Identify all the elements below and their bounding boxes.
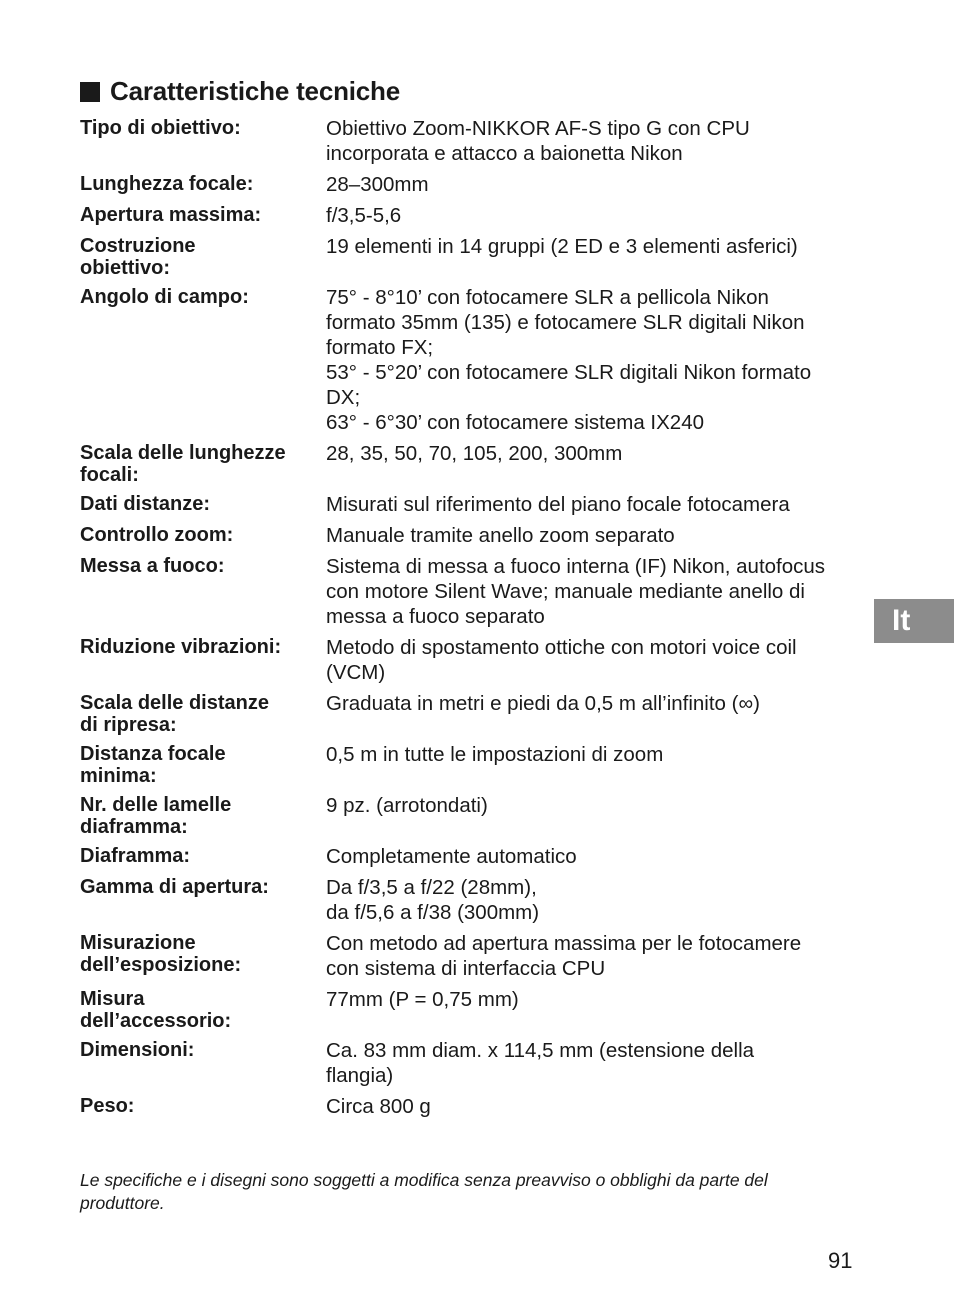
spec-value: Da f/3,5 a f/22 (28mm), da f/5,6 a f/38 (300mm) [326,876,540,924]
spec-row [80,691,860,736]
spec-label: Controllo zoom: [80,524,234,546]
spec-value: f/3,5-5,6 [326,204,402,227]
spec-label: Diaframma: [80,845,191,867]
spec-list [80,116,860,1125]
spec-row [80,554,860,629]
spec-value: Manuale tramite anello zoom separato [326,524,675,547]
spec-label: Misurazione dell’esposizione: [80,932,242,976]
spec-label: Scala delle lunghezze focali: [80,442,286,486]
spec-label: Tipo di obiettivo: [80,117,241,139]
spec-value: 19 elementi in 14 gruppi (2 ED e 3 elementi asferici) [326,235,798,258]
spec-row [80,492,860,517]
page-number: 91 [828,1248,853,1273]
spec-label: Scala delle distanze di ripresa: [80,692,269,736]
spec-row [80,844,860,869]
section-heading [80,76,400,107]
language-tab: It [874,599,954,643]
spec-value: Con metodo ad apertura massima per le fotocamere con sistema di interfaccia CPU [326,932,802,980]
spec-value: Misurati sul riferimento del piano focale fotocamera [326,493,790,516]
spec-label: Riduzione vibrazioni: [80,636,282,658]
spec-row [80,635,860,685]
spec-value: Completamente automatico [326,845,577,868]
spec-label: Nr. delle lamelle diaframma: [80,794,232,838]
spec-label: Gamma di apertura: [80,876,269,898]
spec-label: Misura dell’accessorio: [80,988,232,1032]
spec-row [80,742,860,787]
spec-row [80,116,860,166]
spec-value: Metodo di spostamento ottiche con motori voice coil (VCM) [326,636,797,684]
spec-value: Sistema di messa a fuoco interna (IF) Nikon, autofocus con motore Silent Wave; manuale mediante anello di messa a fuoco separato [326,555,826,628]
spec-label: Messa a fuoco: [80,555,225,577]
spec-value: Circa 800 g [326,1095,431,1118]
spec-row [80,523,860,548]
section-title: Caratteristiche tecniche [110,76,400,106]
spec-label: Angolo di campo: [80,286,249,308]
spec-value: 28, 35, 50, 70, 105, 200, 300mm [326,442,623,465]
spec-row [80,1094,860,1119]
spec-row [80,285,860,435]
spec-row [80,1038,860,1088]
spec-row [80,793,860,838]
spec-label: Costruzione obiettivo: [80,235,196,279]
spec-value: 9 pz. (arrotondati) [326,794,488,817]
square-bullet-icon [80,82,100,102]
spec-row [80,875,860,925]
footnote: Le specifiche e i disegni sono soggetti a modifica senza preavviso o obblighi da parte del produttore. [80,1170,768,1213]
spec-value: 77mm (P = 0,75 mm) [326,988,519,1011]
spec-row [80,931,860,981]
spec-value: Ca. 83 mm diam. x 114,5 mm (estensione della flangia) [326,1039,755,1087]
spec-label: Peso: [80,1095,135,1117]
spec-label: Dimensioni: [80,1039,195,1061]
spec-label: Lunghezza focale: [80,173,254,195]
spec-label: Distanza focale minima: [80,743,226,787]
spec-value: 28–300mm [326,173,429,196]
spec-row [80,987,860,1032]
spec-row [80,203,860,228]
spec-label: Apertura massima: [80,204,262,226]
spec-row [80,234,860,279]
spec-row [80,172,860,197]
spec-row [80,441,860,486]
spec-value: Obiettivo Zoom-NIKKOR AF-S tipo G con CPU incorporata e attacco a baionetta Nikon [326,117,750,165]
spec-value: 0,5 m in tutte le impostazioni di zoom [326,743,664,766]
spec-value: 75° - 8°10’ con fotocamere SLR a pellicola Nikon formato 35mm (135) e fotocamere SLR digitali Nikon formato FX; 53° - 5°20’ con fotocamere SLR digitali Nikon formato DX; 63° - 6°30’ con fotocamere sistema IX240 [326,286,812,434]
spec-label: Dati distanze: [80,493,211,515]
spec-value: Graduata in metri e piedi da 0,5 m all’infinito (∞) [326,692,760,715]
